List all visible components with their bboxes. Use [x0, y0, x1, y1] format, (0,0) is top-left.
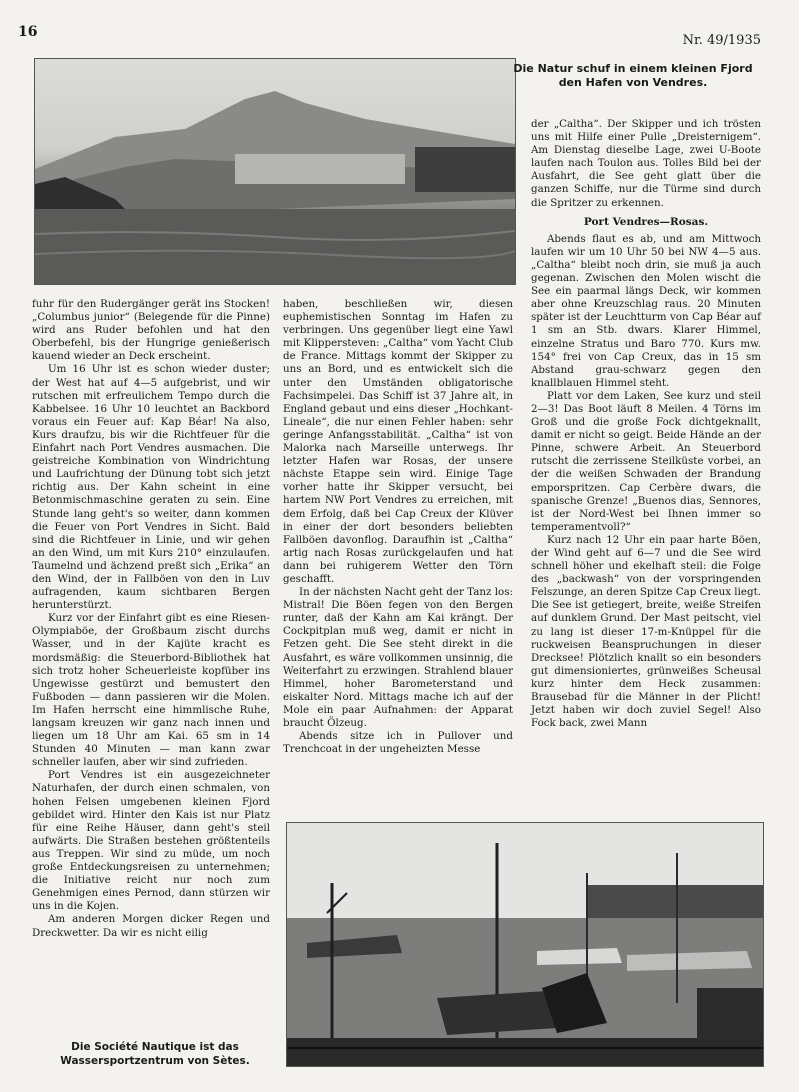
col3-paragraph: Kurz nach 12 Uhr ein paar harte Böen, der Wind geht auf 6—7 und die See wird schnell höher und ekelhaft steil: die Folge des „backwash“ von der vorspringenden Felszunge, an deren Spitze Cap Creux liegt. Die See ist getiegert, breite, weiße Streifen auf dunklem Grund. Der Mast peitscht, viel zu lang ist dieser 17-m-Knüppel für die ruckweisen Beanspruchungen in dieser Drecksee! Plötzlich knallt so ein besonders gut dimensioniertes, grünweißes Scheusal kurz hinter dem Heck zusammen: Brausebad für die Männer in der Plicht! Jetzt haben wir doch zuviel Segel! Also Fock back, zwei Mann: [531, 533, 761, 730]
col2-paragraph: In der nächsten Nacht geht der Tanz los: Mistral! Die Böen fegen von den Bergen runter, daß der Kahn am Kai krängt. Der Cockpitplan muß weg, damit er nicht in Fetzen geht. Die See steht direkt in die Ausfahrt, es wäre vollkommen unsinnig, die Weiterfahrt zu erzwingen. Strahlend blauer Himmel, hoher Barometerstand und eiskalter Nord. Mittags mache ich auf der Mole ein paar Aufnahmen: der Apparat braucht Ölzeug.: [283, 586, 513, 729]
issue-number: Nr. 49/1935: [682, 33, 761, 48]
column-3: [531, 118, 761, 730]
col2-paragraph: Abends sitze ich in Pullover und Trenchcoat in der ungeheizten Messe: [283, 730, 513, 756]
col3-paragraph: Platt vor dem Laken, See kurz und steil 2—3! Das Boot läuft 8 Meilen. 4 Törns im Groß und die große Fock dichtgeknallt, damit er nicht so geigt. Beide Hände an der Pinne, schwere Arbeit. An Steuerbord rutscht die zerrissene Steilküste vorbei, an der die weißen Schwaden der Brandung emporspritzen. Cap Cerbère dwars, die spanische Grenze! „Buenos dias, Sennores, ist der Nord-West bei Ihnen immer so temperamentvoll?“: [531, 389, 761, 533]
caption-bottom: Die Société Nautique ist das Wassersportzentrum von Sètes.: [60, 1041, 250, 1067]
section-heading: Port Vendres—Rosas.: [583, 215, 709, 228]
column-1: [32, 298, 270, 940]
col3-intro: der „Caltha“. Der Skipper und ich trösten uns mit Hilfe einer Pulle „Dreisternigem“. Am Dienstag dieselbe Lage, zwei U-Boote laufen nach Toulon aus. Tolles Bild bei der Ausfahrt, die See geht glatt über die ganzen Schiffe, nur die Türme sind durch die Spritzer zu erkennen.: [531, 118, 761, 209]
col2-paragraph: haben, beschließen wir, diesen euphemistischen Sonntag im Hafen zu verbringen. Uns gegenüber liegt eine Yawl mit Klippersteven: „Caltha“ vom Yacht Club de France. Mittags kommt der Skipper zu uns an Bord, und es entwickelt sich die unter den Umständen obligatorische Fachsimpelei. Das Schiff ist 37 Jahre alt, in England gebaut und eins dieser „Hochkant-Lineale“, die nur einen Fehler haben: sehr geringe Anfangsstabilität. „Caltha“ ist von Malorka nach Marseille unterwegs. Ihr letzter Hafen war Rosas, der unsere nächste Etappe sein wird. Einige Tage vorher hatte ihr Skipper versucht, bei hartem NW Port Vendres zu erreichen, mit dem Erfolg, daß bei Cap Creux der Klüver in einer der dort besonders beliebten Fallböen davonflog. Daraufhin ist „Caltha“ artig nach Rosas zurückgelaufen und hat dann bei ruhigerem Wetter den Törn geschafft.: [283, 298, 513, 585]
col1-paragraph: Um 16 Uhr ist es schon wieder duster; der West hat auf 4—5 aufgebrist, und wir rutschen mit erfreulichem Tempo durch die Kabbelsee. 16 Uhr 10 leuchtet an Backbord voraus ein Feuer auf: Kap Béar! Na also, Kurs draufzu, bis wir die Richtfeuer für die Einfahrt nach Port Vendres ausmachen. Die geistreiche Kombination von Windrichtung und Laufrichtung der Dünung tobt sich jetzt richtig aus. Der Kahn scheint in eine Betonmischmaschine geraten zu sein. Eine Stunde lang geht's so weiter, dann kommen die Feuer von Port Vendres in Sicht. Bald sind die Richtfeuer in Linie, und wir gehen an den Wind, um mit Kurs 210° einzulaufen. Taumelnd und ächzend preßt sich „Erika“ an den Wind, der in Fallböen von den in Luv aufragenden, kaum sichtbaren Bergen herunterstürzt.: [32, 363, 270, 612]
col1-paragraph: Am anderen Morgen dicker Regen und Dreckwetter. Da wir es nicht eilig: [32, 913, 270, 939]
col3-paragraph: Abends flaut es ab, und am Mittwoch laufen wir um 10 Uhr 50 bei NW 4—5 aus. „Caltha“ bleibt noch drin, sie muß ja auch gegenan. Zwischen den Molen wischt die See ein paarmal längs Deck, wir kommen aber ohne Kreuzschlag raus. 20 Minuten später ist der Leuchtturm von Cap Béar auf 1 sm an Stb. dwars. Klarer Himmel, einzelne Stratus und Baro 770. Kurs mw. 154° frei von Cap Creux, das in 15 sm Abstand grau-schwarz gegen den knallblauen Himmel steht.: [531, 232, 761, 389]
harbor-photo-sete-graphic: [287, 823, 763, 1066]
harbor-photo-vendres: [34, 58, 516, 285]
page-number: 16: [18, 24, 38, 40]
column-2: [283, 298, 513, 756]
harbor-photo-vendres-graphic: [35, 59, 515, 284]
col1-paragraph: fuhr für den Rudergänger gerät ins Stocken! „Columbus junior“ (Belegende für die Pinne) wird ans Ruder befohlen und hat den Oberbefehl, bis der Hungrige genießerisch kauend wieder an Deck erscheint.: [32, 298, 270, 363]
col1-paragraph: Kurz vor der Einfahrt gibt es eine Riesen-Olympiaböe, der Großbaum zischt durchs Wasser, und in der Kajüte kracht es mordsmäßig: die Steuerbord-Bibliothek hat sich trotz hoher Scheuerleiste kopfüber ins Ungewisse gestürzt und bemustert den Fußboden — dann passieren wir die Molen. Im Hafen herrscht eine himmlische Ruhe, langsam kreuzen wir ganz nach innen und liegen um 18 Uhr am Kai. 65 sm in 14 Stunden 40 Minuten — man kann zwar schneller laufen, aber wir sind zufrieden.: [32, 612, 270, 769]
harbor-photo-sete: [286, 822, 764, 1067]
caption-top: Die Natur schuf in einem kleinen Fjord den Hafen von Vendres.: [513, 62, 753, 89]
col1-paragraph: Port Vendres ist ein ausgezeichneter Naturhafen, der durch einen schmalen, von hohen Felsen umgebenen kleinen Fjord gebildet wird. Hinter den Kais ist nur Platz für eine Reihe Häuser, dann geht's steil aufwärts. Die Straßen bestehen größtenteils aus Treppen. Wir sind zu müde, um noch große Entdeckungsreisen zu unternehmen; die Initiative reicht nur noch zum Genehmigen eines Pernod, dann stürzen wir uns in die Kojen.: [32, 769, 270, 913]
